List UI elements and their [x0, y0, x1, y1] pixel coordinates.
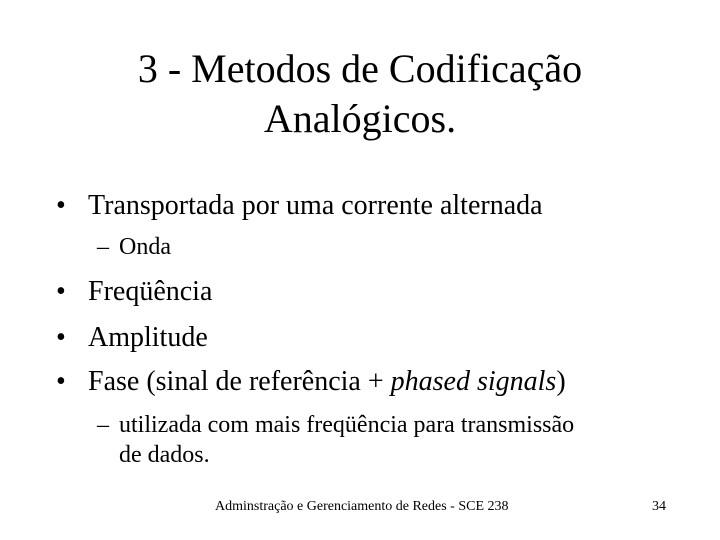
slide-title: [0, 44, 720, 144]
bullet-text-prefix: Fase (sinal de referência +: [88, 366, 391, 397]
dash-icon: –: [97, 234, 109, 260]
sub-item-onda: [97, 232, 171, 262]
title-line-2: Analógicos.: [263, 96, 457, 141]
sub-text-line-2: de dados.: [119, 442, 210, 468]
bullet-item-amplitude: [56, 322, 208, 354]
bullet-item-transportada: [56, 190, 543, 222]
sub-text: Onda: [119, 234, 171, 260]
bullet-text: Amplitude: [88, 322, 208, 353]
bullet-item-frequencia: [56, 276, 212, 308]
title-line-1: 3 - Metodos de Codificação: [137, 46, 583, 91]
footer-text: Adminstração e Gerenciamento de Redes - SCE 238: [215, 499, 509, 514]
dash-icon: –: [97, 412, 109, 438]
bullet-text-italic: phased signals: [390, 366, 557, 397]
bullet-icon: •: [56, 190, 66, 221]
bullet-icon: •: [56, 366, 66, 397]
bullet-text: Freqüência: [88, 276, 213, 307]
bullet-text: Transportada por uma corrente alternada: [88, 190, 543, 221]
bullet-item-fase: [56, 366, 566, 398]
bullet-icon: •: [56, 322, 66, 353]
sub-item-utilizada: [97, 410, 677, 470]
bullet-text-suffix: ): [556, 366, 566, 397]
sub-text-line-1: utilizada com mais freqüência para transmissão: [119, 412, 575, 438]
page-number: 34: [652, 499, 666, 514]
bullet-icon: •: [56, 276, 66, 307]
